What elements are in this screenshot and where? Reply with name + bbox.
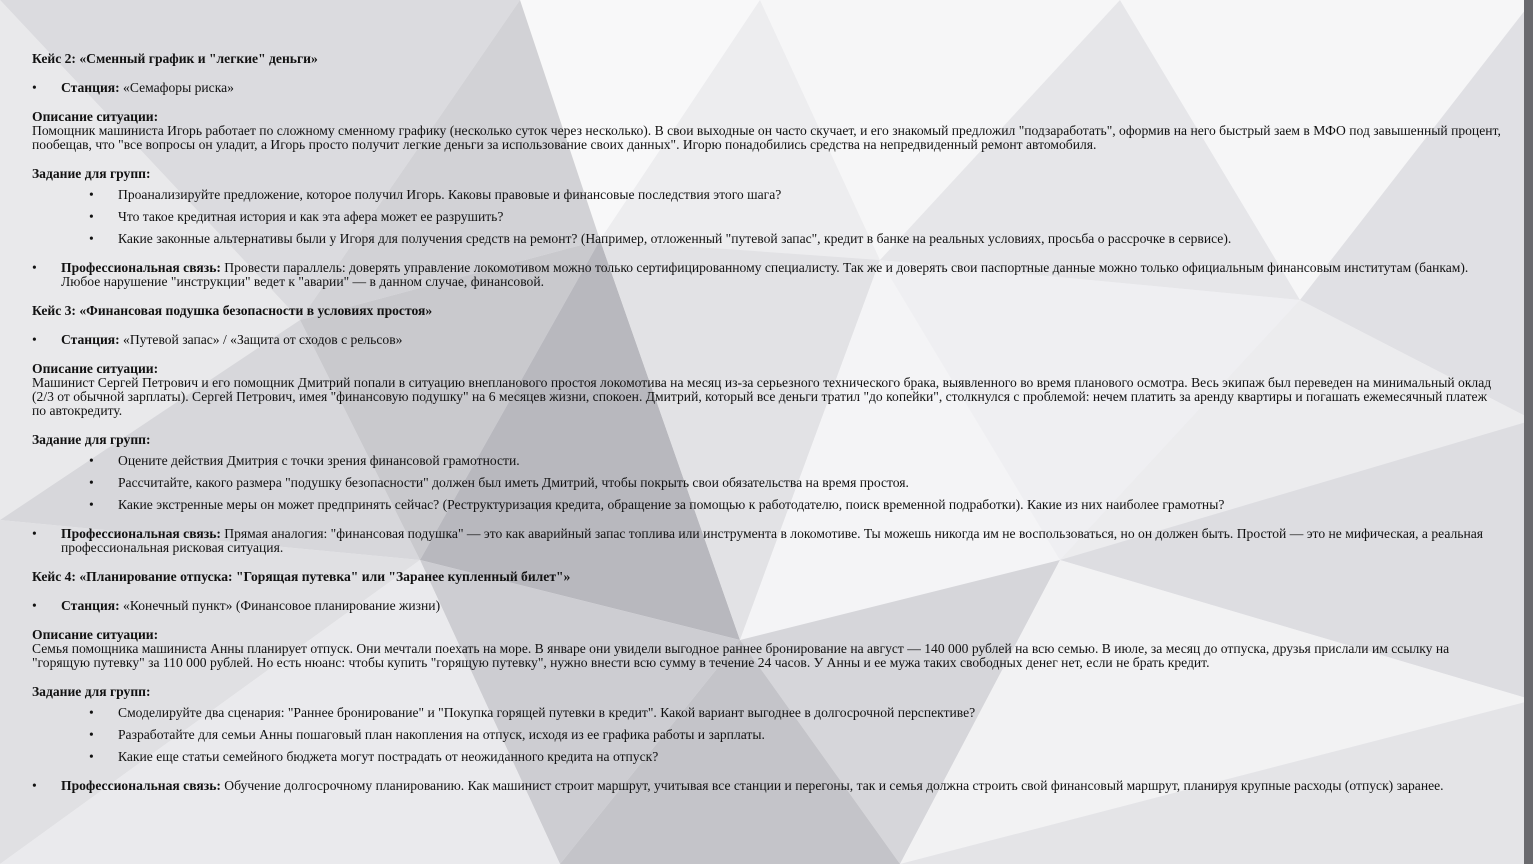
professional-link-label: Профессиональная связь: — [61, 778, 221, 793]
bullet-glyph: • — [32, 332, 37, 347]
task-item — [32, 706, 1502, 720]
professional-link-row — [32, 779, 1502, 793]
professional-link-text: Прямая аналогия: "финансовая подушка" — это как аварийный запас топлива или инструмента в локомотиве. Ты можешь никогда им не воспользоваться, но он должен быть. Простой — это не мифическая, а реальная профессиональная рисковая ситуация. — [61, 526, 1484, 555]
bullet-glyph: • — [89, 209, 94, 224]
task-item — [32, 728, 1502, 742]
bullet-glyph: • — [89, 453, 94, 468]
bullet-glyph: • — [32, 526, 37, 541]
task-item — [32, 476, 1502, 490]
bullet-glyph: • — [89, 727, 94, 742]
task-text: Что такое кредитная история и как эта афера может ее разрушить? — [118, 209, 504, 224]
task-text: Проанализируйте предложение, которое получил Игорь. Каковы правовые и финансовые последствия этого шага? — [118, 187, 782, 202]
bullet-glyph: • — [32, 598, 37, 613]
bullet-glyph: • — [89, 231, 94, 246]
bullet-glyph: • — [32, 80, 37, 95]
description-text: Помощник машиниста Игорь работает по сложному сменному графику (несколько суток через несколько). В свои выходные он часто скучает, и его знакомый предложил "подзаработать", оформив на него быстрый заем в МФО под завышенный процент, пообещав, что "все вопросы он уладит, а Игорь просто получит легкие деньги за использование своих данных". Игорю понадобились средства на непредвиденный ремонт автомобиля. — [32, 123, 1501, 152]
bullet-glyph: • — [89, 497, 94, 512]
professional-link-text: Обучение долгосрочному планированию. Как машинист строит маршрут, учитывая все станции и перегоны, так и семья должна строить свой финансовый маршрут, планируя крупные расходы (отпуск) заранее. — [220, 778, 1444, 793]
task-item — [32, 188, 1502, 202]
station-value: «Путевой запас» / «Защита от сходов с рельсов» — [119, 332, 403, 347]
bullet-glyph: • — [89, 475, 94, 490]
professional-link-text: Провести параллель: доверять управление локомотивом можно только сертифицированному специалисту. Так же и доверять свои паспортные данные можно только официальным финансовым институтам (банкам). Любое нарушение "инструкции" ведет к "аварии" — в данном случае, финансовой. — [61, 260, 1469, 289]
task-item — [32, 210, 1502, 224]
task-text: Какие законные альтернативы были у Игоря для получения средств на ремонт? (Например, отложенный "путевой запас", кредит в банке на реальных условиях, просьба о рассрочке в сервисе). — [118, 231, 1232, 246]
professional-link-row — [32, 527, 1502, 555]
case-title: Кейс 3: «Финансовая подушка безопасности в условиях простоя» — [32, 303, 433, 318]
task-text: Разработайте для семьи Анны пошаговый план накопления на отпуск, исходя из ее графика работы и зарплаты. — [118, 727, 765, 742]
task-text: Рассчитайте, какого размера "подушку безопасности" должен был иметь Дмитрий, чтобы покрыть свои обязательства на время простоя. — [118, 475, 909, 490]
case-title: Кейс 2: «Сменный график и "легкие" деньги» — [32, 51, 318, 66]
task-text: Оцените действия Дмитрия с точки зрения финансовой грамотности. — [118, 453, 520, 468]
bullet-glyph: • — [89, 749, 94, 764]
description-heading: Описание ситуации: — [32, 627, 159, 642]
task-heading: Задание для групп: — [32, 684, 151, 699]
case-4 — [32, 570, 1502, 793]
task-item — [32, 454, 1502, 468]
task-heading: Задание для групп: — [32, 166, 151, 181]
station-label: Станция: — [61, 80, 120, 95]
professional-link-row — [32, 261, 1502, 289]
description-text: Машинист Сергей Петрович и его помощник Дмитрий попали в ситуацию внепланового простоя локомотива на месяц из-за серьезного технического брака, выявленного во время планового осмотра. Весь экипаж был переведен на минимальный оклад (2/3 от обычной зарплаты). Сергей Петрович, имея "финансовую подушку" на 6 месяцев жизни, спокоен. Дмитрий, который все деньги тратил "до копейки", столкнулся с проблемой: нечем платить за аренду квартиры и погашать ежемесячный платеж по автокредиту. — [32, 375, 1492, 418]
station-label: Станция: — [61, 598, 120, 613]
description-text: Семья помощника машиниста Анны планирует отпуск. Они мечтали поехать на море. В январе они увидели выгодное раннее бронирование на август — 140 000 рублей на всю семью. В июле, за месяц до отпуска, друзья прислали им ссылку на "горящую путевку" за 110 000 рублей. Но есть нюанс: чтобы купить "горящую путевку", нужно внести всю сумму в течение 24 часов. У Анны и ее мужа таких свободных денег нет, если не брать кредит. — [32, 641, 1450, 670]
station-label: Станция: — [61, 332, 120, 347]
task-heading: Задание для групп: — [32, 432, 151, 447]
task-list — [32, 706, 1502, 764]
professional-link-label: Профессиональная связь: — [61, 526, 221, 541]
task-item — [32, 750, 1502, 764]
task-list — [32, 188, 1502, 246]
station-row — [32, 599, 1502, 613]
slide-content — [32, 52, 1502, 793]
task-text: Какие экстренные меры он может предпринять сейчас? (Реструктуризация кредита, обращение за помощью к работодателю, поиск временной подработки). Какие из них наиболее грамотны? — [118, 497, 1225, 512]
professional-link-label: Профессиональная связь: — [61, 260, 221, 275]
description-heading: Описание ситуации: — [32, 361, 159, 376]
task-item — [32, 498, 1502, 512]
station-row — [32, 333, 1502, 347]
task-item — [32, 232, 1502, 246]
case-title: Кейс 4: «Планирование отпуска: "Горящая путевка" или "Заранее купленный билет"» — [32, 569, 571, 584]
description-heading: Описание ситуации: — [32, 109, 159, 124]
station-row — [32, 81, 1502, 95]
case-3 — [32, 304, 1502, 555]
bullet-glyph: • — [89, 187, 94, 202]
bullet-glyph: • — [32, 260, 37, 275]
station-value: «Конечный пункт» (Финансовое планирование жизни) — [119, 598, 441, 613]
bullet-glyph: • — [32, 778, 37, 793]
station-value: «Семафоры риска» — [119, 80, 234, 95]
task-text: Смоделируйте два сценария: "Раннее бронирование" и "Покупка горящей путевки в кредит". Какой вариант выгоднее в долгосрочной перспективе? — [118, 705, 976, 720]
case-2 — [32, 52, 1502, 289]
bullet-glyph: • — [89, 705, 94, 720]
task-list — [32, 454, 1502, 512]
task-text: Какие еще статьи семейного бюджета могут пострадать от неожиданного кредита на отпуск? — [118, 749, 659, 764]
